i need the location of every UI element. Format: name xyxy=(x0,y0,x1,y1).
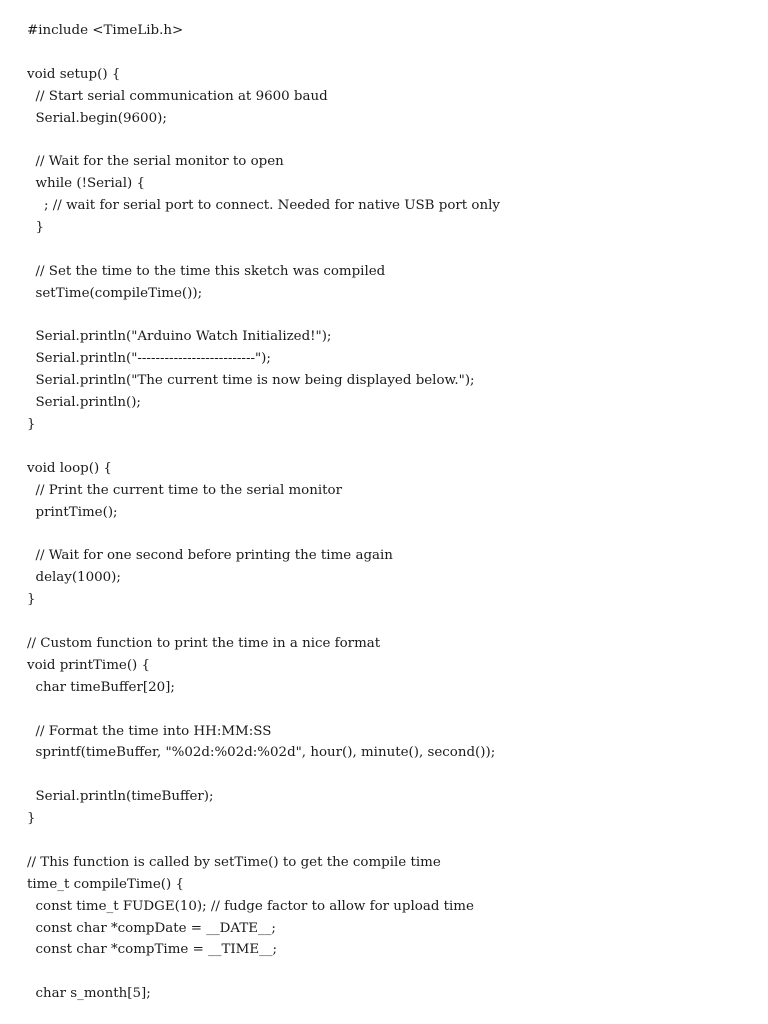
code-line: // This function is called by setTime() to get the compile time xyxy=(27,854,441,870)
code-line: void setup() { xyxy=(27,66,121,82)
code-line: Serial.println("--------------------------"); xyxy=(27,351,271,367)
code-line: const char *compTime = __TIME__; xyxy=(27,942,278,958)
code-line: sprintf(timeBuffer, "%02d:%02d:%02d", hour(), minute(), second()); xyxy=(27,745,496,761)
code-line: Serial.println("The current time is now being displayed below."); xyxy=(27,373,475,389)
code-line: // Start serial communication at 9600 baud xyxy=(27,88,328,104)
code-line: // Custom function to print the time in a nice format xyxy=(27,635,381,651)
code-document xyxy=(27,20,758,1005)
code-line: ; // wait for serial port to connect. Needed for native USB port only xyxy=(27,198,500,214)
code-line: } xyxy=(27,811,36,827)
code-line: Serial.println("Arduino Watch Initialized!"); xyxy=(27,329,332,345)
code-line: #include <TimeLib.h> xyxy=(27,23,184,38)
code-line: // Wait for the serial monitor to open xyxy=(27,154,284,170)
code-line: Serial.println(); xyxy=(27,395,141,411)
code-line: delay(1000); xyxy=(27,570,121,586)
code-line: char s_month[5]; xyxy=(27,986,151,1002)
code-line: } xyxy=(27,592,36,608)
code-line: time_t compileTime() { xyxy=(27,876,184,892)
code-line: while (!Serial) { xyxy=(27,176,145,192)
code-line: const time_t FUDGE(10); // fudge factor to allow for upload time xyxy=(27,898,474,914)
code-line: void printTime() { xyxy=(27,657,151,673)
code-line: printTime(); xyxy=(27,504,118,520)
code-line: // Print the current time to the serial monitor xyxy=(27,482,342,498)
code-line: const char *compDate = __DATE__; xyxy=(27,920,276,936)
code-line: } xyxy=(27,417,36,433)
code-line: Serial.println(timeBuffer); xyxy=(27,789,214,805)
code-line xyxy=(27,699,758,721)
code-line: // Set the time to the time this sketch was compiled xyxy=(27,263,386,279)
code-line: // Wait for one second before printing the time again xyxy=(27,548,393,564)
code-line: setTime(compileTime()); xyxy=(27,285,203,301)
code-line xyxy=(27,830,758,852)
code-line xyxy=(27,764,758,786)
code-line xyxy=(27,239,758,261)
code-line: char timeBuffer[20]; xyxy=(27,679,175,695)
code-line xyxy=(27,523,758,545)
code-line: // Format the time into HH:MM:SS xyxy=(27,723,272,739)
code-line xyxy=(27,611,758,633)
code-line xyxy=(27,305,758,327)
code-line xyxy=(27,961,758,983)
code-line xyxy=(27,436,758,458)
code-line: void loop() { xyxy=(27,460,112,476)
code-line: Serial.begin(9600); xyxy=(27,110,167,126)
code-line xyxy=(27,42,758,64)
code-line xyxy=(27,129,758,151)
code-line: } xyxy=(27,220,45,236)
